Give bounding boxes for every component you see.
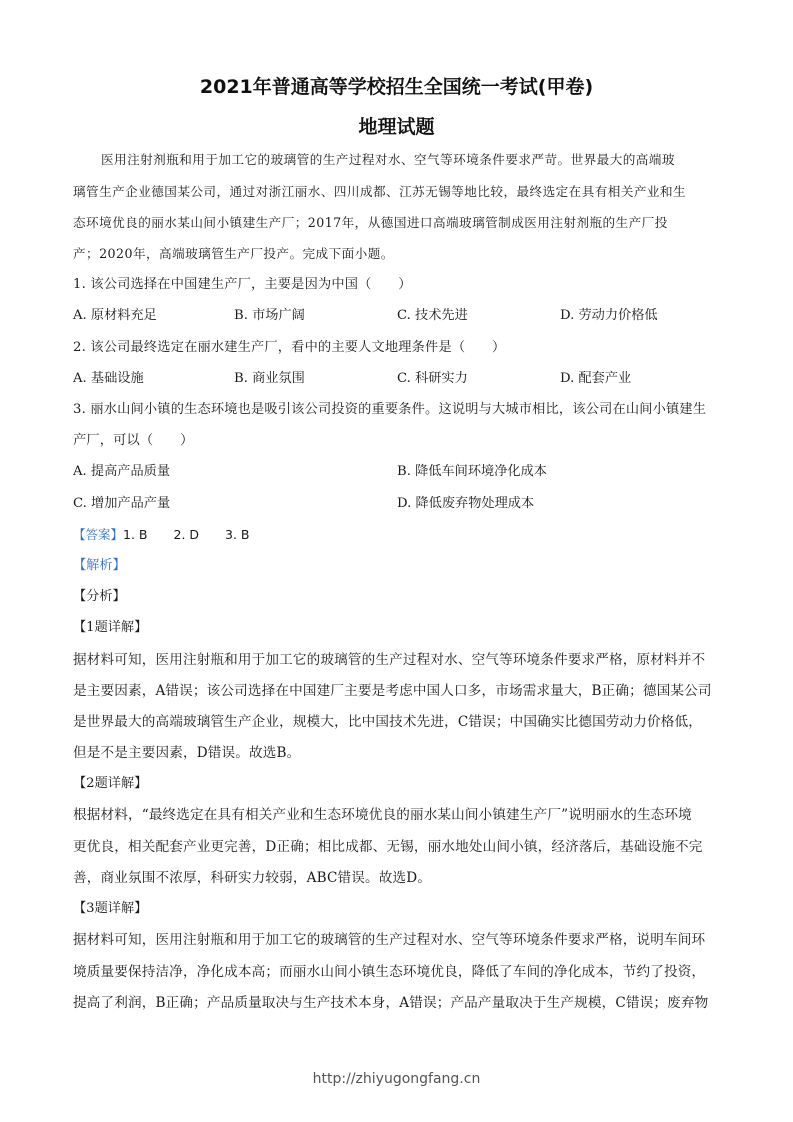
question-1-option-d: D. 劳动力价格低 bbox=[560, 308, 658, 323]
answer-item: 1. B bbox=[123, 527, 148, 542]
detail-2-line: 更优良，相关配套产业更完善，D正确；相比成都、无锡，丽水地处山间小镇，经济落后，基础设施不完 bbox=[73, 839, 703, 855]
analysis-label: 【解析】 bbox=[73, 558, 126, 573]
question-1-option-a: A. 原材料充足 bbox=[73, 308, 157, 323]
answer-item: 2. D bbox=[173, 527, 200, 542]
question-2-option-a: A. 基础设施 bbox=[73, 371, 144, 386]
answer-item: 3. B bbox=[225, 527, 250, 542]
question-3-option-b: B. 降低车间环境净化成本 bbox=[397, 464, 547, 479]
question-3-option-d: D. 降低废弃物处理成本 bbox=[397, 496, 535, 511]
detail-1-line: 是主要因素，A错误；该公司选择在中国建厂主要是考虑中国人口多，市场需求量大，B正确；德国某公司 bbox=[73, 683, 712, 699]
detail-3-line: 境质量要保持洁净，净化成本高；而丽水山间小镇生态环境优良，降低了车间的净化成本，节约了投资， bbox=[73, 964, 706, 980]
detail-3-line: 据材料可知，医用注射瓶和用于加工它的玻璃管的生产过程对水、空气等环境条件要求严格，说明车间环 bbox=[73, 932, 706, 948]
detail-1-line: 但是不是主要因素，D错误。故选B。 bbox=[73, 745, 301, 761]
question-1-stem: 1. 该公司选择在中国建生产厂，主要是因为中国（ ） bbox=[73, 277, 412, 292]
exam-title: 2021年普通高等学校招生全国统一考试(甲卷) bbox=[199, 76, 594, 98]
answer-row bbox=[73, 525, 276, 545]
footer-url[interactable]: http://zhiyugongfang.cn bbox=[312, 1071, 481, 1087]
detail-1-heading: 【1题详解】 bbox=[73, 620, 148, 635]
exam-subtitle: 地理试题 bbox=[358, 116, 435, 138]
passage-line: 产；2020年，高端玻璃管生产厂投产。完成下面小题。 bbox=[73, 246, 394, 261]
detail-3-heading: 【3题详解】 bbox=[73, 901, 148, 916]
passage-line: 璃管生产企业德国某公司，通过对浙江丽水、四川成都、江苏无锡等地比较，最终选定在具有相关产业和生 bbox=[73, 184, 687, 199]
question-3-option-a: A. 提高产品质量 bbox=[73, 464, 171, 479]
passage-line: 态环境优良的丽水某山间小镇建生产厂；2017年，从德国进口高端玻璃管制成医用注射剂瓶的生产厂投 bbox=[73, 215, 668, 230]
question-2-option-c: C. 科研实力 bbox=[397, 371, 468, 386]
detail-3-line: 提高了利润，B正确；产品质量取决与生产技术本身，A错误；产品产量取决于生产规模，C错误；废弃物 bbox=[73, 995, 709, 1011]
question-1-option-b: B. 市场广阔 bbox=[234, 308, 305, 323]
question-2-option-b: B. 商业氛围 bbox=[234, 371, 305, 386]
fenxi-label: 【分析】 bbox=[73, 589, 126, 604]
passage-line: 医用注射剂瓶和用于加工它的玻璃管的生产过程对水、空气等环境条件要求严苛。世界最大的高端玻 bbox=[101, 152, 675, 167]
detail-2-line: 善，商业氛围不浓厚，科研实力较弱，ABC错误。故选D。 bbox=[73, 870, 432, 886]
detail-2-line: 根据材料，“最终选定在具有相关产业和生态环境优良的丽水某山间小镇建生产厂”说明丽水的生态环境 bbox=[73, 807, 692, 823]
detail-1-line: 据材料可知，医用注射瓶和用于加工它的玻璃管的生产过程对水、空气等环境条件要求严格，原材料并不 bbox=[73, 652, 706, 668]
question-1-option-c: C. 技术先进 bbox=[397, 308, 468, 323]
detail-2-heading: 【2题详解】 bbox=[73, 776, 148, 791]
answer-label: 【答案】 bbox=[73, 527, 124, 542]
question-2-stem: 2. 该公司最终选定在丽水建生产厂，看中的主要人文地理条件是（ ） bbox=[73, 340, 506, 355]
question-3-stem: 产厂，可以（ ） bbox=[73, 433, 194, 448]
detail-1-line: 是世界最大的高端玻璃管生产企业，规模大，比中国技术先进，C错误；中国确实比德国劳动力价格低， bbox=[73, 714, 703, 730]
question-2-option-d: D. 配套产业 bbox=[560, 371, 632, 386]
question-3-option-c: C. 增加产品产量 bbox=[73, 496, 171, 511]
question-3-stem: 3. 丽水山间小镇的生态环境也是吸引该公司投资的重要条件。这说明与大城市相比，该公司在山间小镇建生 bbox=[73, 402, 707, 417]
